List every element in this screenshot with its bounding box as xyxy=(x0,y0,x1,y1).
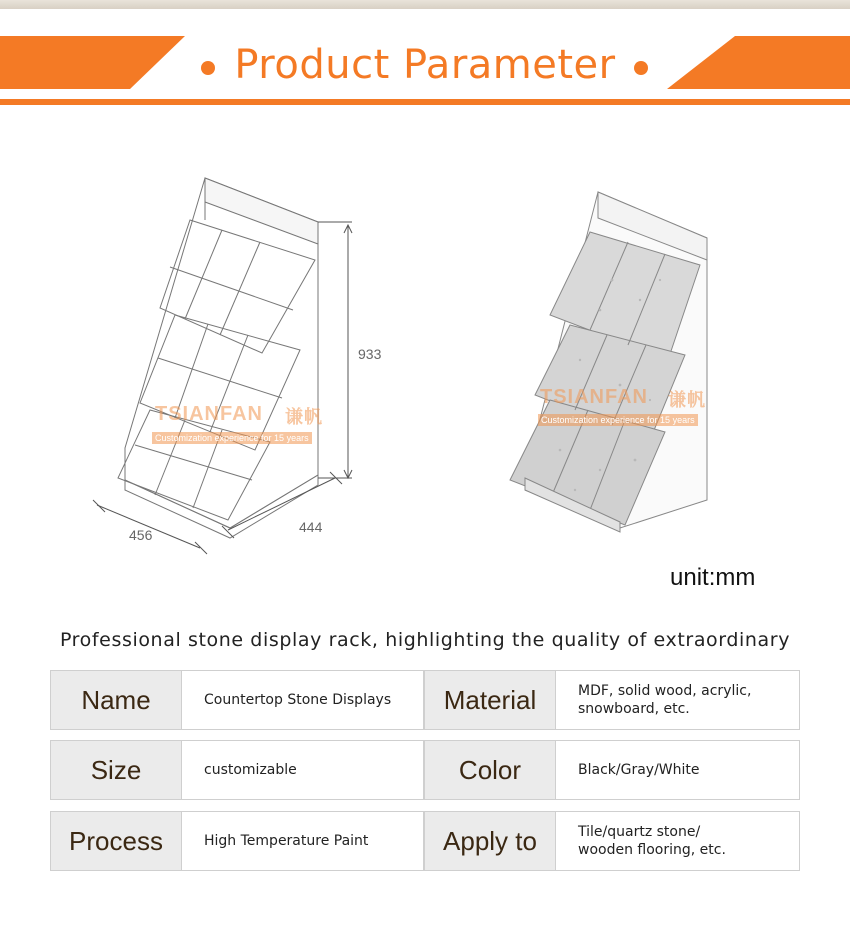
param-label: Size xyxy=(50,740,182,800)
width-dimension: 456 xyxy=(129,527,153,543)
param-value-text: Countertop Stone Displays xyxy=(204,692,392,708)
param-value xyxy=(181,811,424,871)
product-drawing xyxy=(0,160,850,560)
top-texture-strip xyxy=(0,0,850,9)
param-label: Name xyxy=(50,670,182,730)
param-label: Material xyxy=(424,670,556,730)
param-value-text: Tile/quartz stone/ wooden flooring, etc. xyxy=(578,824,726,858)
param-value-text: customizable xyxy=(204,762,297,778)
param-value xyxy=(181,670,424,730)
param-label: Process xyxy=(50,811,182,871)
unit-label: unit:mm xyxy=(670,564,756,591)
param-value-text: Black/Gray/White xyxy=(578,762,700,778)
bullet-right-icon xyxy=(634,61,648,75)
param-row xyxy=(50,811,800,871)
param-label: Apply to xyxy=(424,811,556,871)
param-value xyxy=(181,740,424,800)
watermark-cn-left: 谦帆 xyxy=(285,407,323,427)
depth-dimension: 444 xyxy=(299,519,323,535)
param-value-text: High Temperature Paint xyxy=(204,833,369,849)
section-banner xyxy=(0,36,850,106)
watermark-brand-right: TSIANFAN xyxy=(540,386,648,408)
height-dimension: 933 xyxy=(358,346,382,362)
product-description: Professional stone display rack, highlighting the quality of extraordinary xyxy=(59,629,791,651)
param-value xyxy=(555,740,800,800)
watermark-cn-right: 谦帆 xyxy=(668,390,706,410)
param-row xyxy=(50,670,800,730)
param-value xyxy=(555,811,800,871)
section-title: Product Parameter xyxy=(234,42,616,88)
watermark-tagline-right: Customization experience for 15 years xyxy=(538,414,698,426)
param-label: Color xyxy=(424,740,556,800)
watermark-brand-left: TSIANFAN xyxy=(155,403,263,425)
param-value-text: MDF, solid wood, acrylic, snowboard, etc. xyxy=(578,683,752,717)
rack-line-drawing xyxy=(0,160,850,560)
param-value xyxy=(555,670,800,730)
watermark-tagline-left: Customization experience for 15 years xyxy=(152,432,312,444)
param-row xyxy=(50,740,800,800)
